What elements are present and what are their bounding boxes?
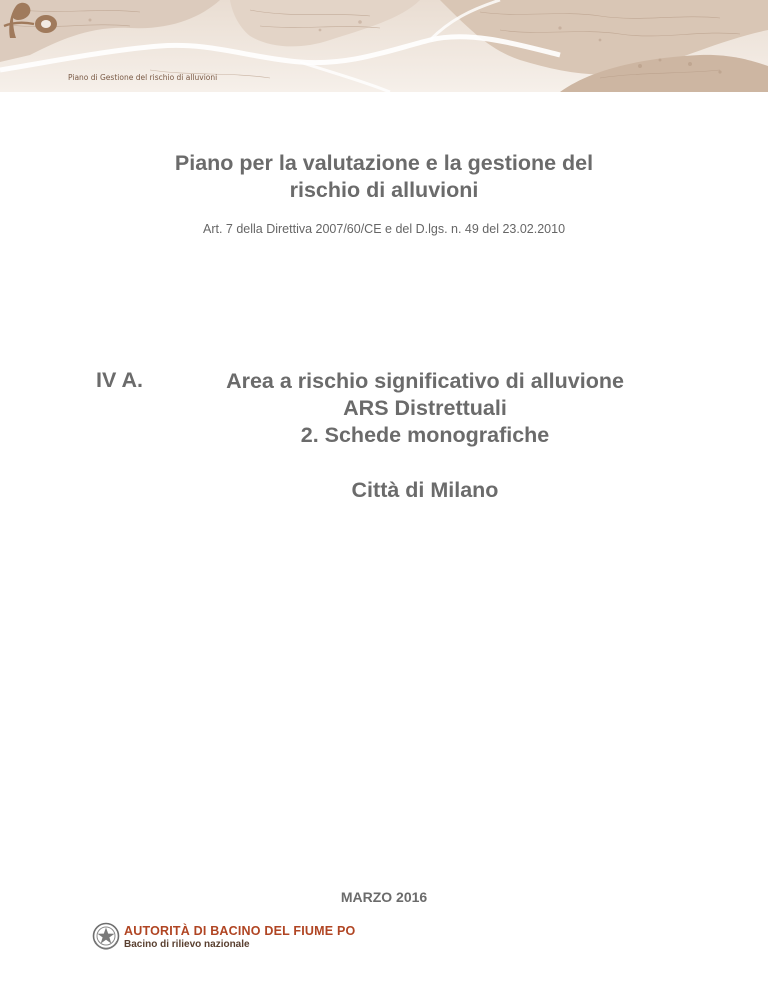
title-line-2: rischio di alluvioni	[289, 178, 479, 202]
title-line-1: Piano per la valutazione e la gestione del	[174, 151, 594, 175]
city-name: Città di Milano	[351, 478, 499, 502]
authority-name: AUTORITÀ DI BACINO DEL FIUME PO	[124, 924, 356, 938]
section-line-3: 2. Schede monografiche	[300, 423, 550, 447]
section-title	[160, 368, 690, 449]
section-line-1: Area a rischio significativo di alluvione	[226, 369, 624, 393]
authority-subtitle: Bacino di rilievo nazionale	[124, 939, 250, 950]
logo-caption: Piano di Gestione del rischio di alluvioni	[68, 73, 218, 82]
section-number: IV A.	[96, 368, 143, 392]
italian-republic-emblem-icon	[92, 921, 120, 951]
legal-reference: Art. 7 della Direttiva 2007/60/CE e del D.lgs. n. 49 del 23.02.2010	[202, 222, 566, 236]
header-banner	[0, 0, 768, 92]
publication-date: MARZO 2016	[340, 889, 428, 905]
po-river-logo-icon	[0, 0, 62, 40]
section-line-2: ARS Distrettuali	[343, 396, 507, 420]
page-title	[0, 150, 768, 204]
